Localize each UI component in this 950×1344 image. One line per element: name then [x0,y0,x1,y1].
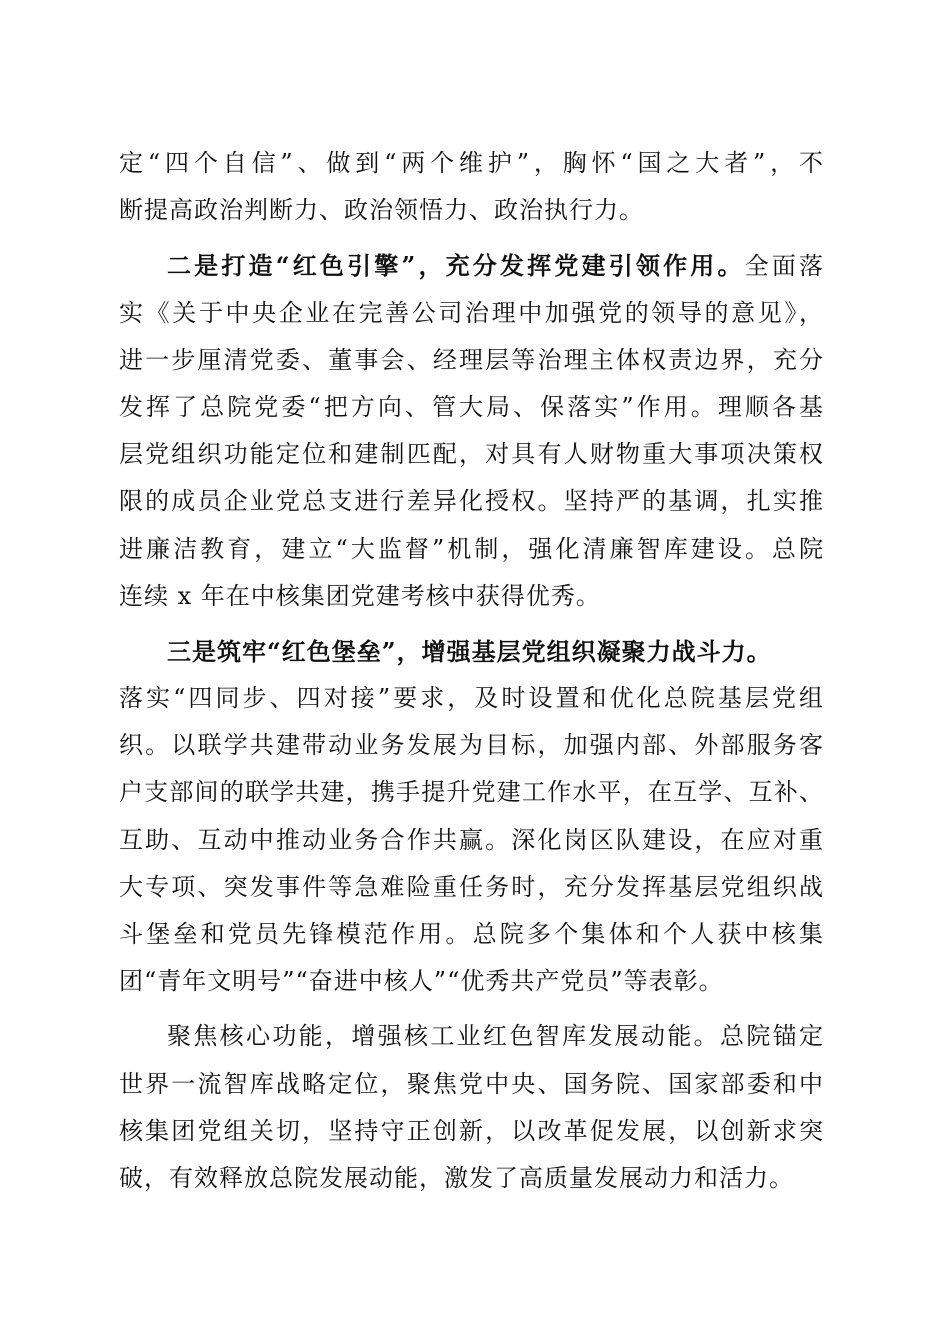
text-line: 进廉洁教育，建立“大监督”机制，强化清廉智库建设。总院 [119,534,824,563]
text-line: 聚焦核心功能，增强核工业红色智库发展动能。总院锚定 [167,1022,824,1051]
text-line: 织。以联学共建带动业务发展为目标，加强内部、外部服务客 [119,731,824,760]
text-segment: 全面落 [744,252,825,281]
paragraph-1 [119,140,824,234]
text-line: 核集团党组关切，坚持守正创新，以改革促发展，以创新求突 [119,1116,824,1145]
text-line: 斗堡垒和党员先锋模范作用。总院多个集体和个人获中核集 [119,920,824,948]
text-line: 断提高政治判断力、政治领悟力、政治执行力。 [119,196,644,225]
text-line: 破，有效释放总院发展动能，激发了高质量发展动力和活力。 [119,1163,794,1192]
text-line [119,242,824,289]
text-line: 进一步厘清党委、董事会、经理层等治理主体权责边界，充分 [119,345,824,374]
text-line: 实《关于中央企业在完善公司治理中加强党的领导的意见》， [119,298,824,327]
text-line: 层党组织功能定位和建制匹配，对具有人财物重大事项决策权 [119,440,824,469]
text-line [119,628,824,675]
text-line: 落实“四同步、四对接”要求，及时设置和优化总院基层党组 [119,684,824,713]
text-line: 团“青年文明号”“奋进中核人”“优秀共产党员”等表彰。 [119,967,724,996]
document-body [119,140,824,1202]
text-line: 限的成员企业党总支进行差异化授权。坚持严的基调，扎实推 [119,487,824,516]
text-line: 连续 x 年在中核集团党建考核中获得优秀。 [119,581,601,610]
paragraph-heading: 二是打造“红色引擎”，充分发挥党建引领作用。 [167,251,745,281]
paragraph-2 [119,242,824,620]
text-line: 发挥了总院党委“把方向、管大局、保落实”作用。理顺各基 [119,392,824,421]
text-line: 互助、互动中推动业务合作共赢。深化岗区队建设，在应对重 [119,825,824,854]
text-line: 大专项、突发事件等急难险重任务时，充分发挥基层党组织战 [119,872,824,901]
text-line: 定“四个自信”、做到“两个维护”，胸怀“国之大者”，不 [119,149,824,177]
text-line: 户支部间的联学共建，携手提升党建工作水平，在互学、互补、 [119,778,824,807]
paragraph-heading: 三是筑牢“红色堡垒”，增强基层党组织凝聚力战斗力。 [167,636,772,666]
paragraph-3 [119,628,824,1006]
text-line: 世界一流智库战略定位，聚焦党中央、国务院、国家部委和中 [119,1069,824,1098]
paragraph-4 [119,1013,824,1202]
